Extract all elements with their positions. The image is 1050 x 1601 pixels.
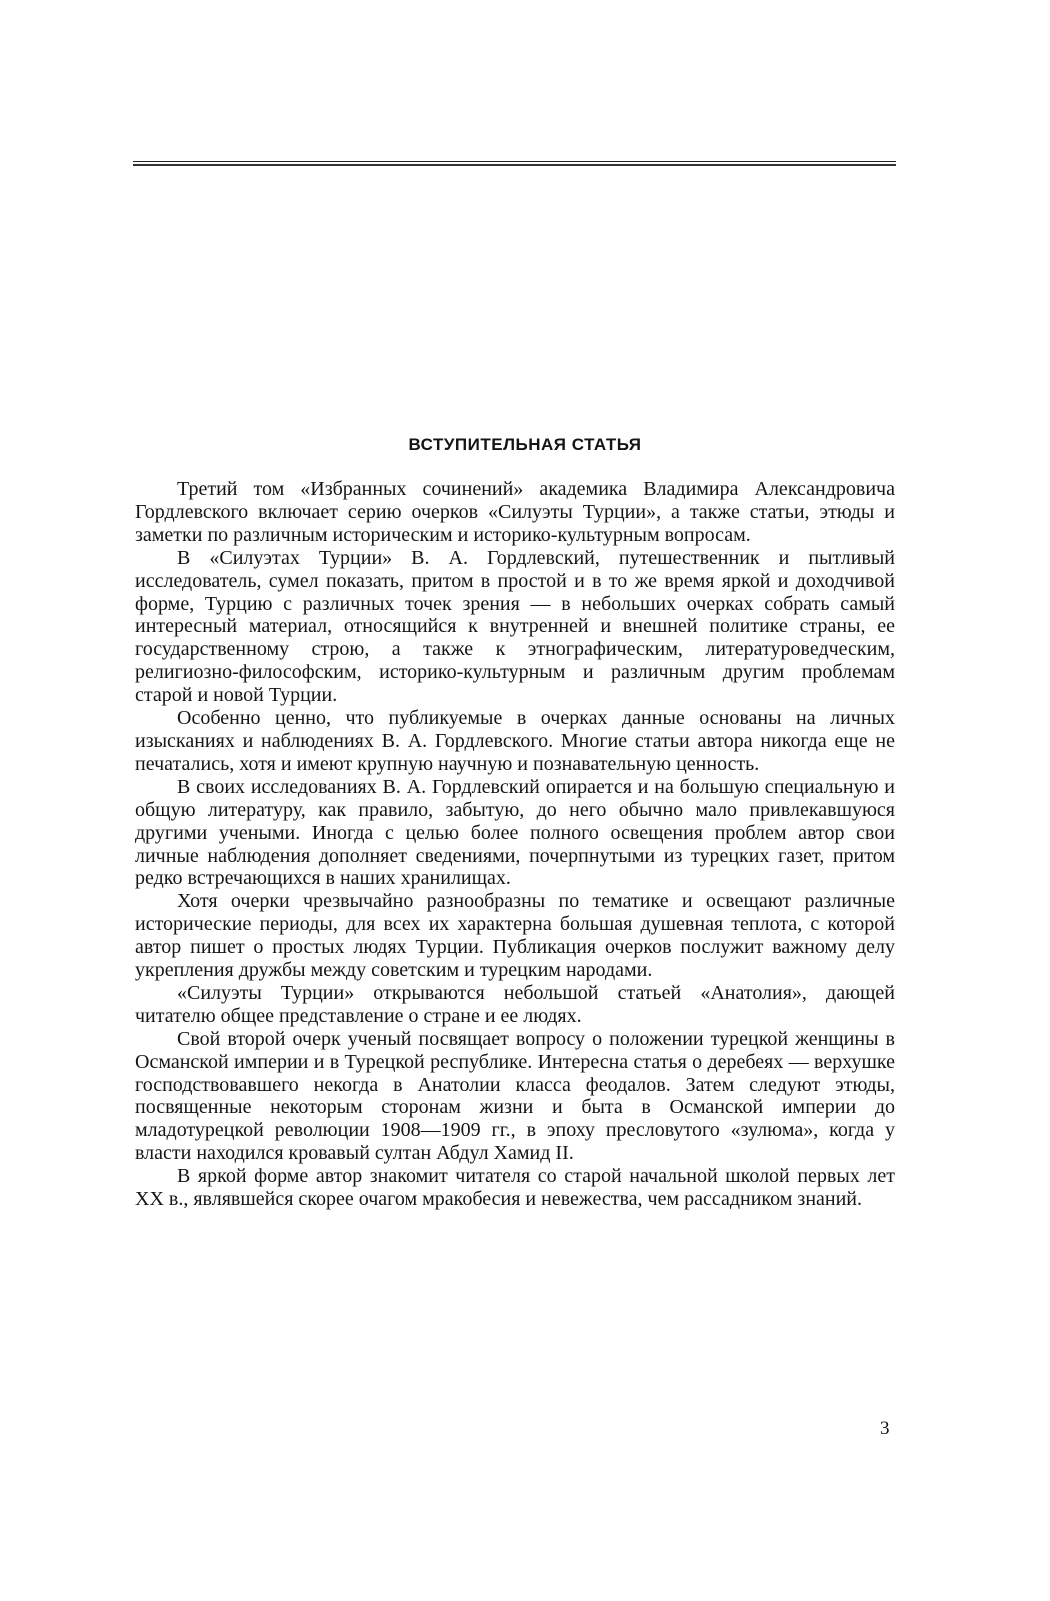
paragraph-6: «Силуэты Турции» открываются небольшой статьей «Анатолия», дающей читателю общее представление о стране и ее людях. (135, 981, 895, 1027)
article-body (135, 478, 895, 1211)
paragraph-2: В «Силуэтах Турции» В. А. Гордлевский, путешественник и пытливый исследователь, сумел показать, притом в простой и в то же время яркой и доходчивой форме, Турцию с различных точек зрения — в небольших очерках собрать самый интересный материал, относящийся к внутренней и внешней политике страны, ее государственному строю, а также к этнографическим, литературоведческим, религиозно-философским, историко-культурным и различным другим проблемам старой и новой Турции. (135, 546, 895, 707)
page-title: ВСТУПИТЕЛЬНАЯ СТАТЬЯ (408, 435, 642, 454)
header-rule-thin (133, 161, 896, 162)
paragraph-8: В яркой форме автор знакомит читателя со старой начальной школой первых лет XX в., являвшейся скорее очагом мракобесия и невежества, чем рассадником знаний. (135, 1165, 895, 1211)
paragraph-1: Третий том «Избранных сочинений» академика Владимира Александровича Гордлевского включает серию очерков «Силуэты Турции», а также статьи, этюды и заметки по различным историческим и историко-культурным вопросам. (135, 478, 895, 546)
paragraph-4: В своих исследованиях В. А. Гордлевский опирается и на большую специальную и общую литературу, как правило, забытую, до него обычно мало привлекавшуюся другими учеными. Иногда с целью более полного освещения проблем автор свои личные наблюдения дополняет сведениями, почерпнутыми из турецких газет, притом редко встречающихся в наших хранилищах. (135, 775, 895, 890)
paragraph-5: Хотя очерки чрезвычайно разнообразны по тематике и освещают различные исторические периоды, для всех их характерна большая душевная теплота, с которой автор пишет о простых людях Турции. Публикация очерков послужит важному делу укрепления дружбы между советским и турецким народами. (135, 890, 895, 982)
header-rule (133, 161, 896, 166)
paragraph-7: Свой второй очерк ученый посвящает вопросу о положении турецкой женщины в Османской империи и в Турецкой республике. Интересна статья о деребеях — верхушке господствовавшего некогда в Анатолии класса феодалов. Затем следуют этюды, посвященные некоторым сторонам жизни и быта в Османской империи до младотурецкой революции 1908—1909 гг., в эпоху пресловутого «зулюма», когда у власти находился кровавый султан Абдул Хамид II. (135, 1027, 895, 1165)
page-number: 3 (880, 1418, 890, 1439)
paragraph-3: Особенно ценно, что публикуемые в очерках данные основаны на личных изысканиях и наблюдениях В. А. Гордлевского. Многие статьи автора никогда еще не печатались, хотя и имеют крупную научную и познавательную ценность. (135, 707, 895, 775)
header-rule-thick (133, 164, 896, 166)
